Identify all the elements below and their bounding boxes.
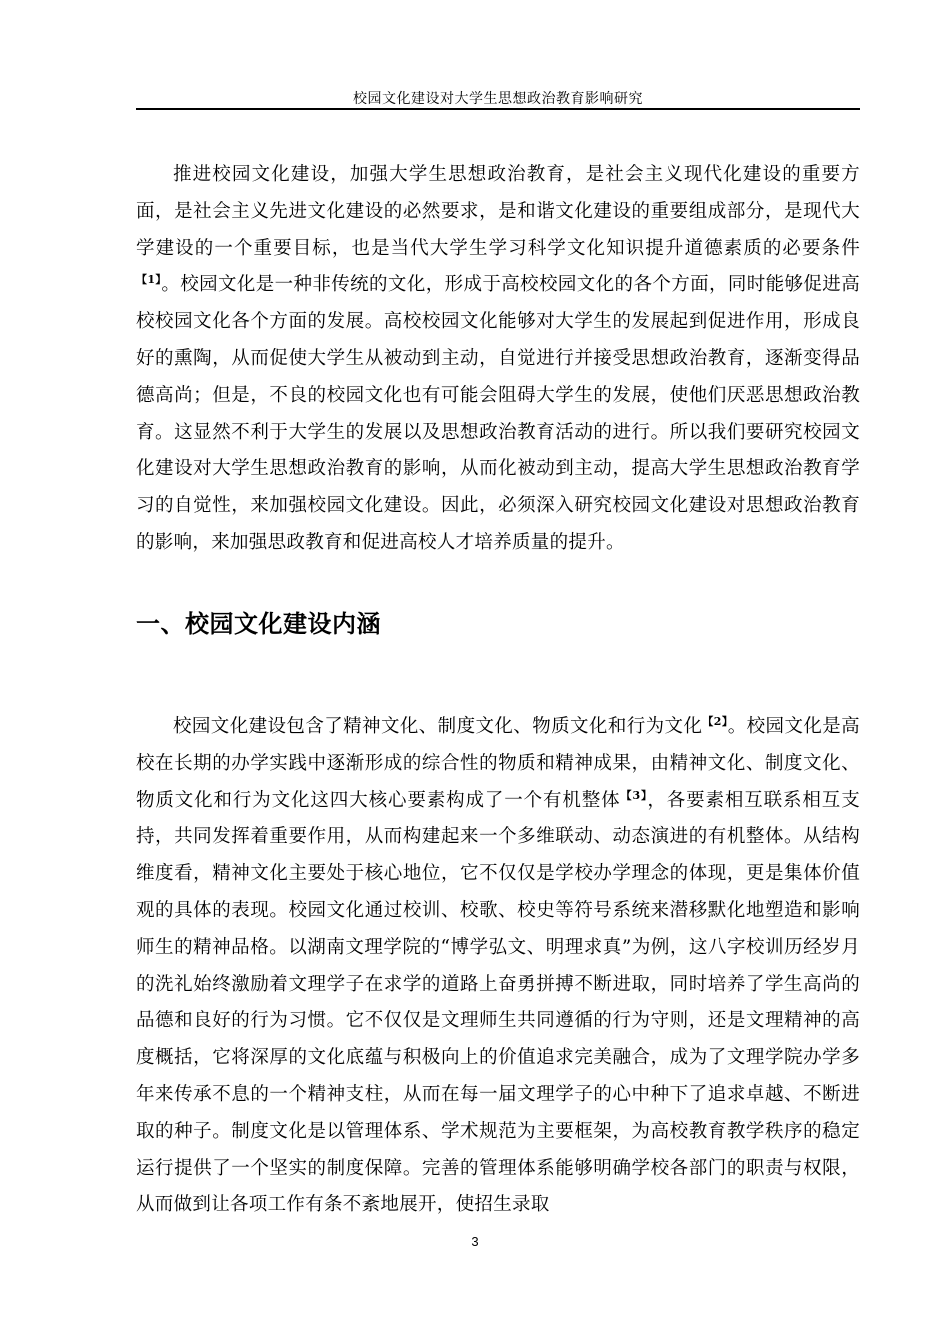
section-text-1: 校园文化建设包含了精神文化、制度文化、物质文化和行为文化 bbox=[173, 716, 703, 737]
intro-text-1: 推进校园文化建设，加强大学生思想政治教育，是社会主义现代化建设的重要方面，是社会主义先进文化建设的必然要求，是和谐文化建设的重要组成部分，是现代大学建设的一个重要目标，也是当代大学生学习科学文化知识提升道德素质的必要条件 bbox=[136, 164, 860, 259]
section-heading: 一、校园文化建设内涵 bbox=[136, 610, 381, 638]
citation-1: 【1】 bbox=[136, 273, 162, 287]
citation-3: 【3】 bbox=[620, 788, 648, 802]
section-text-2: 。校园文化是高校在长期的办学实践中逐渐形成的综合性的物质和精神成果，由精神文化、制度文化、物质文化和行为文化这四大核心要素构成了一个有机整体 bbox=[136, 716, 860, 811]
section-paragraph bbox=[136, 709, 860, 1224]
page-number: 3 bbox=[471, 1234, 479, 1249]
running-header: 校园文化建设对大学生思想政治教育影响研究 bbox=[353, 91, 643, 107]
citation-2: 【2】 bbox=[702, 714, 728, 728]
intro-text-2: 。校园文化是一种非传统的文化，形成于高校校园文化的各个方面，同时能够促进高校校园文化各个方面的发展。高校校园文化能够对大学生的发展起到促进作用，形成良好的熏陶，从而促使大学生从被动到主动，自觉进行并接受思想政治教育，逐渐变得品德高尚；但是，不良的校园文化也有可能会阻碍大学生的发展，使他们厌恶思想政治教育。这显然不利于大学生的发展以及思想政治教育活动的进行。所以我们要研究校园文化建设对大学生思想政治教育的影响，从而化被动到主动，提高大学生思想政治教育学习的自觉性，来加强校园文化建设。因此，必须深入研究校园文化建设对思想政治教育的影响，来加强思政教育和促进高校人才培养质量的提升。 bbox=[136, 274, 860, 553]
section-text-3: ，各要素相互联系相互支持，共同发挥着重要作用，从而构建起来一个多维联动、动态演进的有机整体。从结构维度看，精神文化主要处于核心地位，它不仅仅是学校办学理念的体现，更是集体价值观的具体的表现。校园文化通过校训、校歌、校史等符号系统来潜移默化地塑造和影响师生的精神品格。以湖南文理学院的“博学弘文、明理求真”为例，这八字校训历经岁月的洗礼始终激励着文理学子在求学的道路上奋勇拼搏不断进取，同时培养了学生高尚的品德和良好的行为习惯。它不仅仅是文理师生共同遵循的行为守则，还是文理精神的高度概括，它将深厚的文化底蕴与积极向上的价值追求完美融合，成为了文理学院办学多年来传承不息的一个精神支柱，从而在每一届文理学子的心中种下了追求卓越、不断进取的种子。制度文化是以管理体系、学术规范为主要框架，为高校教育教学秩序的稳定运行提供了一个坚实的制度保障。完善的管理体系能够明确学校各部门的职责与权限，从而做到让各项工作有条不紊地展开，使招生录取 bbox=[136, 789, 860, 1216]
header-rule bbox=[136, 108, 860, 110]
intro-paragraph bbox=[136, 157, 860, 562]
